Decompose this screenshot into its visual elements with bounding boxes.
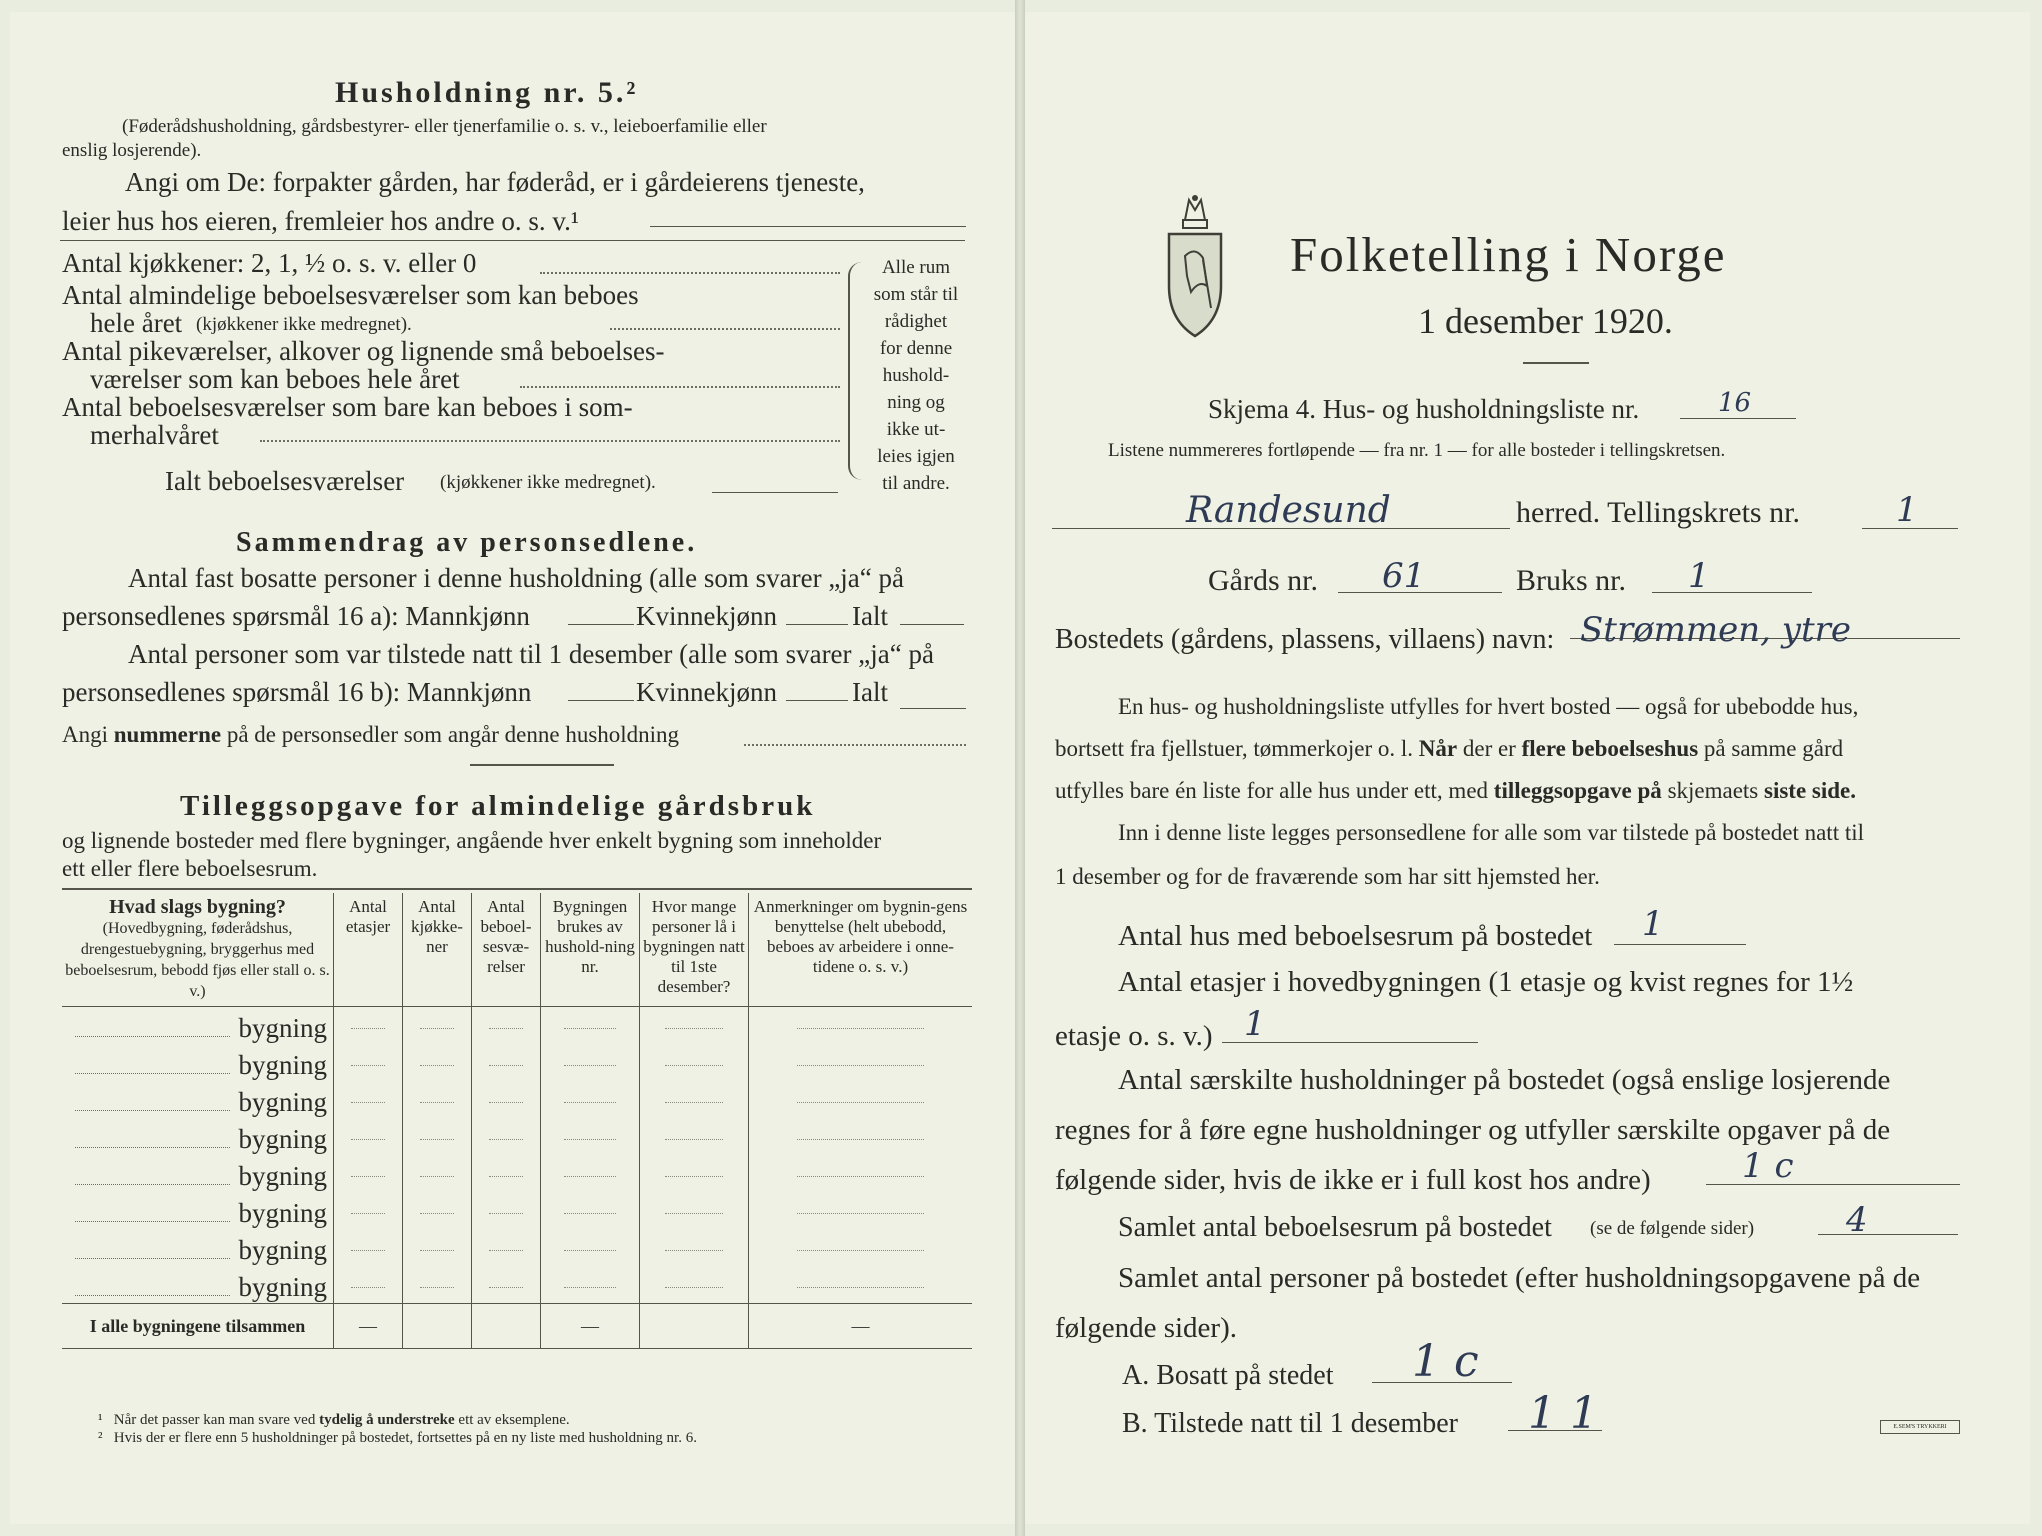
total-dash: — [749, 1304, 973, 1349]
table-cell [403, 1155, 472, 1192]
cell-fill [797, 1102, 924, 1103]
building-type-cell [62, 1192, 334, 1229]
total-dash: — [334, 1304, 403, 1349]
saer-value: 1 c [1742, 1146, 1794, 1186]
samlet-rum-value: 4 [1846, 1200, 1868, 1240]
building-type-fill [75, 1295, 230, 1296]
fast-ialt-fill [900, 624, 964, 625]
tilstede-kvinne-fill [786, 700, 848, 701]
antal-hus-value: 1 [1642, 904, 1664, 944]
building-row-label: bygning [238, 1124, 327, 1154]
sommer-2: merhalvåret [90, 420, 219, 450]
table-cell [472, 1007, 541, 1045]
cell-fill [564, 1176, 616, 1177]
col-header-anmerkninger: Anmerkninger om bygnin-gens benyttelse (helt ubebodd, beboes av arbeidere i onne-tidene o. s. v.) [749, 893, 973, 1007]
angi-line-1: Angi om De: forpakter gården, har føderåd, er i gårdeierens tjeneste, [125, 167, 865, 197]
cell-fill [564, 1250, 616, 1251]
table-cell [403, 1118, 472, 1155]
cell-fill [797, 1139, 924, 1140]
table-cell [541, 1266, 640, 1304]
total-dash: — [541, 1304, 640, 1349]
cell-fill [564, 1028, 616, 1029]
sommer-fill [260, 440, 840, 442]
table-row [62, 1192, 972, 1229]
herred-label: herred. Tellingskrets nr. [1516, 496, 1800, 529]
etasjer-value: 1 [1244, 1004, 1266, 1044]
samlet-rum-label: Samlet antal beboelsesrum på bostedet [1118, 1212, 1552, 1243]
krets-value: 1 [1896, 490, 1918, 530]
col-header-personer: Hvor mange personer lå i bygningen natt til 1ste desember? [640, 893, 749, 1007]
printer-stamp: E.SEM'S TRYKKERI [1880, 1420, 1960, 1434]
table-row [62, 1007, 972, 1045]
ialt-label: Ialt beboelsesværelser [165, 466, 405, 496]
cell-fill [797, 1065, 924, 1066]
table-cell [472, 1266, 541, 1304]
cell-fill [420, 1102, 454, 1103]
kjokkener-fill [540, 272, 840, 274]
cell-fill [797, 1250, 924, 1251]
herred-value: Randesund [1186, 490, 1391, 531]
building-type-cell [62, 1155, 334, 1192]
cell-fill [564, 1102, 616, 1103]
total-cell [640, 1304, 749, 1349]
bruks-value: 1 [1688, 556, 1710, 596]
household-title: Husholdning nr. 5.² [335, 76, 639, 109]
table-cell [334, 1266, 403, 1304]
skjema-nr-value: 16 [1718, 388, 1752, 418]
alm-rom-1: Antal almindelige beboelsesværelser som kan beboes [62, 280, 639, 310]
brace-note-line: for denne [879, 338, 953, 359]
saer-line-1: Antal særskilte husholdninger på bostedet (også enslige losjerende [1118, 1064, 1891, 1096]
brace-note-line: leies igjen [877, 446, 955, 467]
table-cell [403, 1007, 472, 1045]
title-divider [1523, 362, 1589, 364]
tilstede-line-1: Antal personer som var tilstede natt til 1 desember (alle som svarer „ja“ på [128, 639, 934, 669]
building-type-cell [62, 1081, 334, 1118]
cell-fill [564, 1139, 616, 1140]
cell-fill [351, 1287, 385, 1288]
cell-fill [420, 1065, 454, 1066]
cell-fill [489, 1139, 523, 1140]
tilstede-kvinne-label: Kvinnekjønn [636, 677, 777, 707]
saer-line-2: regnes for å føre egne husholdninger og utfyller særskilte opgaver på de [1055, 1114, 1891, 1146]
brace-bracket [848, 262, 864, 480]
table-cell [472, 1118, 541, 1155]
pike-1: Antal pikeværelser, alkover og lignende små beboelses- [62, 336, 665, 366]
cell-fill [564, 1065, 616, 1066]
samlet-rum-line [1818, 1234, 1958, 1235]
section-divider [470, 764, 614, 766]
cell-fill [665, 1139, 723, 1140]
table-row [62, 1081, 972, 1118]
table-cell [403, 1192, 472, 1229]
building-type-cell [62, 1229, 334, 1266]
angi-nummerne-fill [744, 744, 966, 746]
cell-fill [351, 1028, 385, 1029]
fast-kvinne-label: Kvinnekjønn [636, 601, 777, 631]
brace-note-line: Alle rum [881, 257, 951, 278]
tillegg-title: Tilleggsopgave for almindelige gårdsbruk [180, 790, 816, 822]
gards-value: 61 [1382, 556, 1426, 596]
page-fold [1015, 0, 1025, 1536]
etasjer-line-1: Antal etasjer i hovedbygningen (1 etasje og kvist regnes for 1½ [1118, 966, 1854, 998]
pike-2: værelser som kan beboes hele året [90, 364, 460, 394]
bosted-label: Bostedets (gårdens, plassens, villaens) navn: [1055, 624, 1555, 655]
building-row-label: bygning [238, 1013, 327, 1043]
total-label: I alle bygningene tilsammen [62, 1304, 334, 1349]
cell-fill [489, 1065, 523, 1066]
building-type-fill [75, 1110, 230, 1111]
table-cell [334, 1081, 403, 1118]
table-cell [472, 1192, 541, 1229]
household-intro-note: (Føderådshusholdning, gårdsbestyrer- eller tjenerfamilie o. s. v., leieboerfamilie eller [122, 116, 767, 137]
fast-mann-fill [568, 624, 634, 625]
alm-rom-note: (kjøkkener ikke medregnet). [196, 314, 412, 335]
table-cell [640, 1118, 749, 1155]
alm-rom-fill [610, 328, 840, 330]
census-date: 1 desember 1920. [1418, 301, 1673, 341]
cell-fill [665, 1213, 723, 1214]
table-cell [472, 1155, 541, 1192]
table-cell [640, 1081, 749, 1118]
cell-fill [489, 1287, 523, 1288]
table-cell [541, 1044, 640, 1081]
table-cell [640, 1229, 749, 1266]
table-cell [334, 1007, 403, 1045]
cell-fill [351, 1065, 385, 1066]
cell-fill [665, 1176, 723, 1177]
tilstede-value: 1 1 [1528, 1388, 1598, 1439]
table-top-rule [62, 888, 972, 890]
col-header-type: Hvad slags bygning? (Hovedbygning, føderådshus, drengestuebygning, bryggerhus med beboelsesrum, bebodd fjøs eller stall o. s. v.) [62, 893, 334, 1007]
building-row-label: bygning [238, 1198, 327, 1228]
cell-fill [797, 1028, 924, 1029]
tillegg-line-1: og lignende bosteder med flere bygninger, angående hver enkelt bygning som inneholder [62, 828, 882, 853]
coat-of-arms-icon [1163, 190, 1227, 340]
building-type-fill [75, 1036, 230, 1037]
brace-note-line: ikke ut- [886, 419, 946, 440]
bosatt-value: 1 c [1412, 1336, 1479, 1387]
table-cell [472, 1044, 541, 1081]
table-cell [334, 1155, 403, 1192]
tilstede-label: B. Tilstede natt til 1 desember [1122, 1408, 1458, 1439]
instr-line-2: bortsett fra fjellstuer, tømmerkojer o. l. Når der er flere beboelseshus på samme gård [1055, 736, 1844, 761]
fast-kvinne-fill [786, 624, 848, 625]
table-cell [640, 1266, 749, 1304]
sommer-1: Antal beboelsesværelser som bare kan beboes i som- [62, 392, 633, 422]
cell-fill [351, 1213, 385, 1214]
col-header-husholdning: Bygningen brukes av hushold-ning nr. [541, 893, 640, 1007]
cell-fill [420, 1176, 454, 1177]
cell-fill [420, 1028, 454, 1029]
household-intro-note-2: enslig losjerende). [62, 140, 202, 161]
table-row [62, 1044, 972, 1081]
bruks-label: Bruks nr. [1516, 564, 1627, 597]
cell-fill [665, 1028, 723, 1029]
angi-fill-line-2 [60, 240, 965, 241]
col-header-etasjer: Antal etasjer [334, 893, 403, 1007]
ialt-note: (kjøkkener ikke medregnet). [440, 472, 656, 493]
tilstede-line-2: personsedlenes spørsmål 16 b): Mannkjønn [62, 677, 532, 707]
table-row [62, 1229, 972, 1266]
table-cell [749, 1266, 973, 1304]
sammendrag-title: Sammendrag av personsedlene. [236, 527, 698, 558]
instr-line-1: En hus- og husholdningsliste utfylles for hvert bosted — også for ubebodde hus, [1118, 694, 1859, 719]
gards-label: Gårds nr. [1208, 564, 1318, 597]
table-total-row [62, 1304, 972, 1349]
skjema-nr-line [1680, 418, 1796, 419]
samlet-pers-line-1: Samlet antal personer på bostedet (efter husholdningsopgavene på de [1118, 1262, 1921, 1294]
building-type-fill [75, 1221, 230, 1222]
building-type-cell [62, 1118, 334, 1155]
total-cell [472, 1304, 541, 1349]
table-row [62, 1266, 972, 1304]
cell-fill [797, 1287, 924, 1288]
table-cell [403, 1081, 472, 1118]
angi-fill-line [650, 226, 966, 227]
alm-rom-2: hele året [90, 308, 183, 338]
tilstede-ialt-fill [900, 708, 966, 709]
table-cell [472, 1229, 541, 1266]
table-cell [541, 1007, 640, 1045]
antal-hus-label: Antal hus med beboelsesrum på bostedet [1118, 920, 1593, 952]
angi-line-2: leier hus hos eieren, fremleier hos andre o. s. v.¹ [62, 206, 579, 236]
building-type-cell [62, 1044, 334, 1081]
table-cell [749, 1155, 973, 1192]
table-header-row [62, 893, 972, 1007]
cell-fill [489, 1250, 523, 1251]
col-header-vaerelser: Antal beboel-sesvæ-relser [472, 893, 541, 1007]
skjema-label: Skjema 4. Hus- og husholdningsliste nr. [1208, 394, 1640, 424]
samlet-pers-line-2: følgende sider). [1055, 1312, 1237, 1344]
cell-fill [564, 1213, 616, 1214]
table-cell [334, 1192, 403, 1229]
table-cell [334, 1118, 403, 1155]
instr-line-4: Inn i denne liste legges personsedlene for alle som var tilstede på bostedet natt til [1118, 820, 1865, 845]
cell-fill [351, 1139, 385, 1140]
table-cell [541, 1155, 640, 1192]
table-cell [541, 1118, 640, 1155]
cell-fill [420, 1250, 454, 1251]
table-cell [541, 1192, 640, 1229]
footnote-1: ¹ Når det passer kan man svare ved tydelig å understreke ett av eksemplene. [98, 1412, 570, 1428]
cell-fill [797, 1213, 924, 1214]
building-type-fill [75, 1258, 230, 1259]
cell-fill [665, 1102, 723, 1103]
building-row-label: bygning [238, 1161, 327, 1191]
tilstede-mann-fill [568, 700, 634, 701]
brace-note-line: rådighet [884, 311, 948, 332]
cell-fill [665, 1287, 723, 1288]
bruks-line [1652, 592, 1812, 593]
fast-line-1: Antal fast bosatte personer i denne husholdning (alle som svarer „ja“ på [128, 563, 904, 593]
brace-note-line: hushold- [882, 365, 950, 386]
cell-fill [665, 1065, 723, 1066]
cell-fill [489, 1028, 523, 1029]
building-row-label: bygning [238, 1272, 327, 1302]
kjokkener-label: Antal kjøkkener: 2, 1, ½ o. s. v. eller 0 [62, 248, 477, 278]
cell-fill [351, 1176, 385, 1177]
pike-fill [520, 386, 840, 388]
col-header-kjokkener: Antal kjøkke-ner [403, 893, 472, 1007]
cell-fill [420, 1139, 454, 1140]
table-row [62, 1118, 972, 1155]
cell-fill [797, 1176, 924, 1177]
footnote-2: ² Hvis der er flere enn 5 husholdninger på bostedet, fortsettes på en ny liste med husholdning nr. 6. [98, 1430, 697, 1446]
table-cell [403, 1266, 472, 1304]
building-row-label: bygning [238, 1087, 327, 1117]
table-row [62, 1155, 972, 1192]
cell-fill [489, 1176, 523, 1177]
cell-fill [351, 1250, 385, 1251]
instr-line-3: utfylles bare én liste for alle hus under ett, med tilleggsopgave på skjemaets siste side. [1055, 778, 1857, 803]
bosatt-label: A. Bosatt på stedet [1122, 1360, 1334, 1391]
ialt-fill [712, 492, 838, 493]
instr-line-5: 1 desember og for de fraværende som har sitt hjemsted her. [1055, 864, 1600, 889]
table-cell [749, 1044, 973, 1081]
cell-fill [489, 1102, 523, 1103]
table-cell [640, 1044, 749, 1081]
table-cell [334, 1044, 403, 1081]
listene-note: Listene nummereres fortløpende — fra nr. 1 — for alle bosteder i tellingskretsen. [1108, 440, 1726, 461]
cell-fill [665, 1250, 723, 1251]
cell-fill [489, 1213, 523, 1214]
tilstede-ialt-label: Ialt [852, 677, 888, 707]
building-type-cell [62, 1266, 334, 1304]
samlet-rum-note: (se de følgende sider) [1590, 1218, 1755, 1239]
saer-line-3: følgende sider, hvis de ikke er i full kost hos andre) [1055, 1164, 1651, 1196]
fast-line-2: personsedlenes spørsmål 16 a): Mannkjønn [62, 601, 530, 631]
table-cell [403, 1044, 472, 1081]
cell-fill [420, 1213, 454, 1214]
table-cell [541, 1229, 640, 1266]
cell-fill [420, 1287, 454, 1288]
antal-hus-line [1614, 944, 1746, 945]
table-cell [749, 1081, 973, 1118]
building-row-label: bygning [238, 1235, 327, 1265]
fast-ialt-label: Ialt [852, 601, 888, 631]
angi-nummerne: Angi nummerne på de personsedler som angår denne husholdning [62, 722, 680, 747]
building-type-fill [75, 1147, 230, 1148]
etasjer-line-2: etasje o. s. v.) [1055, 1020, 1213, 1052]
brace-note [866, 254, 966, 497]
table-cell [749, 1192, 973, 1229]
main-title: Folketelling i Norge [1290, 227, 1727, 282]
brace-note-line: til andre. [882, 473, 950, 494]
bosted-value: Strømmen, ytre [1580, 610, 1852, 650]
cell-fill [351, 1102, 385, 1103]
brace-note-line: ning og [887, 392, 945, 413]
building-type-cell [62, 1007, 334, 1045]
table-cell [541, 1081, 640, 1118]
table-cell [749, 1118, 973, 1155]
table-cell [403, 1229, 472, 1266]
building-row-label: bygning [238, 1050, 327, 1080]
table-cell [640, 1007, 749, 1045]
table-cell [334, 1229, 403, 1266]
buildings-table [62, 893, 972, 1349]
table-cell [472, 1081, 541, 1118]
tillegg-line-2: ett eller flere beboelsesrum. [62, 856, 318, 881]
total-cell [403, 1304, 472, 1349]
brace-note-line: som står til [873, 284, 959, 305]
table-cell [749, 1229, 973, 1266]
table-cell [640, 1155, 749, 1192]
table-cell [640, 1192, 749, 1229]
table-cell [749, 1007, 973, 1045]
cell-fill [564, 1287, 616, 1288]
building-type-fill [75, 1073, 230, 1074]
building-type-fill [75, 1184, 230, 1185]
